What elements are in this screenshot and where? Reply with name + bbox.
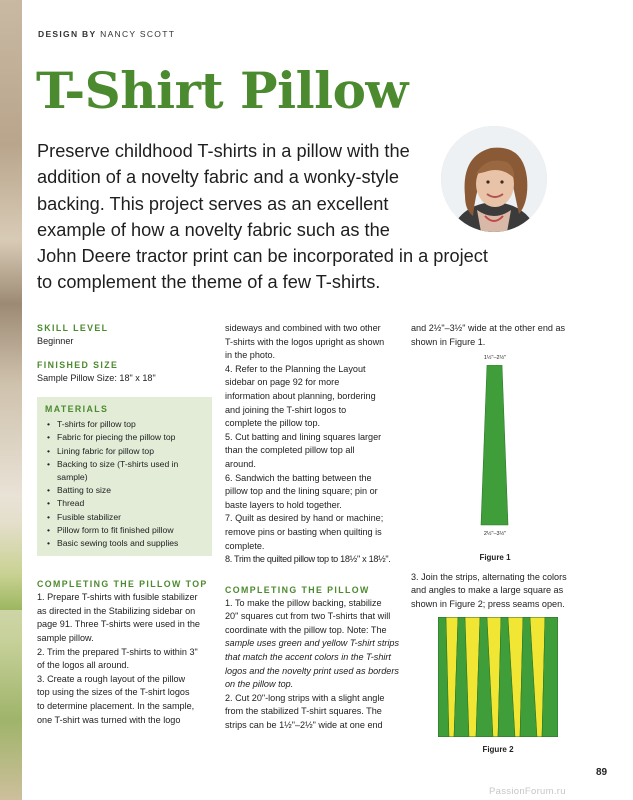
body-line-italic: that match the accent colors in the T-shirt bbox=[225, 652, 391, 663]
list-item bbox=[45, 458, 206, 484]
list-item: • Lining fabric for pillow top bbox=[45, 445, 206, 458]
list-item: • Basic sewing tools and supplies bbox=[45, 537, 206, 550]
body-line: one T-shirt was turned with the logo bbox=[37, 714, 181, 725]
materials-heading: MATERIALS bbox=[45, 404, 109, 415]
body-line-italic: logos and the novelty print used as borders bbox=[225, 665, 399, 676]
body-line: top using the sizes of the T-shirt logos bbox=[37, 687, 190, 698]
list-item-text: Backing to size (T-shirts used in bbox=[57, 458, 179, 469]
column-2 bbox=[225, 322, 400, 733]
body-line: in the photo. bbox=[225, 350, 276, 361]
figure-2 bbox=[438, 617, 558, 737]
intro-line: backing. This project serves as an excellent bbox=[37, 193, 389, 214]
intro-line: Preserve childhood T-shirts in a pillow with the bbox=[37, 141, 410, 161]
body-line: strips can be 1½"–2½" wide at one end bbox=[225, 720, 383, 731]
design-by-label: DESIGN BY bbox=[38, 29, 97, 39]
body-line: sidebar on page 92 for more bbox=[225, 377, 340, 388]
page-number: 89 bbox=[596, 767, 608, 778]
list-item: • Thread bbox=[45, 497, 206, 510]
body-line-italic: sample uses green and yellow T-shirt strips bbox=[225, 638, 400, 649]
skill-level-heading: SKILL LEVEL bbox=[37, 323, 109, 333]
intro-line: addition of a novelty fabric and a wonky-style bbox=[37, 167, 399, 188]
finished-size-heading: FINISHED SIZE bbox=[37, 359, 119, 370]
body-line: complete the pillow top. bbox=[225, 418, 321, 429]
body-line-italic: on the pillow top. bbox=[225, 679, 294, 690]
body-line: 3. Join the strips, alternating the colors bbox=[411, 571, 567, 582]
body-line: shown in Figure 2; press seams open. bbox=[411, 598, 565, 609]
body-line: as directed in the Stabilizing sidebar on bbox=[37, 605, 196, 616]
body-line: 5. Cut batting and lining squares larger bbox=[225, 431, 382, 442]
body-line: and joining the T-shirt logos to bbox=[225, 404, 347, 415]
list-item: • Fusible stabilizer bbox=[45, 511, 206, 524]
column-3 bbox=[411, 322, 591, 756]
list-item: • Batting to size bbox=[45, 484, 206, 497]
list-item: • Pillow form to fit finished pillow bbox=[45, 524, 206, 537]
body-line: sample pillow. bbox=[37, 633, 94, 643]
body-line: around. bbox=[225, 458, 256, 469]
body-line: 1. Prepare T-shirts with fusible stabilizer bbox=[37, 592, 198, 603]
body-line: 4. Refer to the Planning the Layout bbox=[225, 363, 366, 374]
body-line: 8. Trim the quilted pillow top to 18½" x 18½". bbox=[225, 554, 391, 565]
finished-size-value: Sample Pillow Size: 18" x 18" bbox=[37, 372, 156, 383]
materials-box bbox=[37, 397, 212, 556]
figure-1-strip bbox=[411, 365, 579, 538]
body-line: from the stabilized T-shirt squares. The bbox=[225, 706, 382, 717]
watermark: PassionForum.ru bbox=[489, 786, 566, 797]
body-line: 3. Create a rough layout of the pillow bbox=[37, 673, 186, 684]
side-photo bbox=[0, 0, 22, 800]
designer-portrait bbox=[441, 126, 547, 232]
body-line: T-shirts with the logos upright as shown bbox=[225, 336, 385, 347]
list-item-text: sample) bbox=[57, 472, 88, 482]
figure-1 bbox=[411, 353, 591, 551]
figure-1-top-label: 1½"–2½" bbox=[483, 355, 507, 362]
body-line: 1. To make the pillow backing, stabilize bbox=[225, 597, 382, 608]
body-line: and angles to make a large square as bbox=[411, 585, 564, 596]
designer-name: NANCY SCOTT bbox=[100, 29, 176, 39]
body-line: information about planning, bordering bbox=[225, 390, 376, 401]
body-line: and 2½"–3½" wide at the other end as bbox=[411, 323, 566, 333]
designer-credit bbox=[38, 29, 175, 39]
body-line: pillow top and the lining square; pin or bbox=[225, 486, 378, 497]
body-line: page 91. Three T-shirts were used in the bbox=[37, 619, 200, 630]
body-line: 20" squares cut from two T-shirts that will bbox=[225, 611, 391, 622]
body-line: sideways and combined with two other bbox=[225, 323, 381, 333]
intro-line: John Deere tractor print can be incorporated in a project bbox=[37, 246, 488, 267]
completing-top-heading: COMPLETING THE PILLOW TOP bbox=[37, 579, 208, 590]
body-line: to determine placement. In the sample, bbox=[37, 700, 195, 711]
body-line: 6. Sandwich the batting between the bbox=[225, 472, 372, 483]
intro-line: example of how a novelty fabric such as the bbox=[37, 219, 390, 240]
body-line: complete. bbox=[225, 540, 265, 551]
body-line: coordinate with the pillow top. Note: The bbox=[225, 624, 387, 635]
body-line: shown in Figure 1. bbox=[411, 336, 486, 347]
list-item: • T-shirts for pillow top bbox=[45, 418, 206, 431]
figure-1-caption: Figure 1 bbox=[479, 553, 511, 563]
skill-level-value: Beginner bbox=[37, 336, 74, 346]
figure-1-bottom-label: 2½"–3½" bbox=[483, 531, 507, 538]
column-1 bbox=[37, 322, 212, 727]
body-line: remove pins or basting when quilting is bbox=[225, 526, 382, 537]
completing-pillow-heading: COMPLETING THE PILLOW bbox=[225, 584, 370, 595]
figure-2-strip-square bbox=[438, 617, 558, 737]
body-line: 2. Trim the prepared T-shirts to within 3" bbox=[37, 646, 198, 657]
body-line: 2. Cut 20"-long strips with a slight angle bbox=[225, 692, 385, 703]
materials-list bbox=[45, 418, 206, 550]
page-title: T-Shirt Pillow bbox=[36, 61, 408, 120]
figure-2-caption: Figure 2 bbox=[482, 744, 514, 754]
intro-line: to complement the theme of a few T-shirts. bbox=[37, 272, 381, 293]
body-line: of the logos all around. bbox=[37, 660, 130, 671]
portrait-image bbox=[441, 126, 547, 232]
body-line: 7. Quilt as desired by hand or machine; bbox=[225, 513, 384, 524]
body-line: baste layers to hold together. bbox=[225, 499, 342, 510]
list-item: • Fabric for piecing the pillow top bbox=[45, 431, 206, 444]
body-line: than the completed pillow top all bbox=[225, 445, 355, 456]
